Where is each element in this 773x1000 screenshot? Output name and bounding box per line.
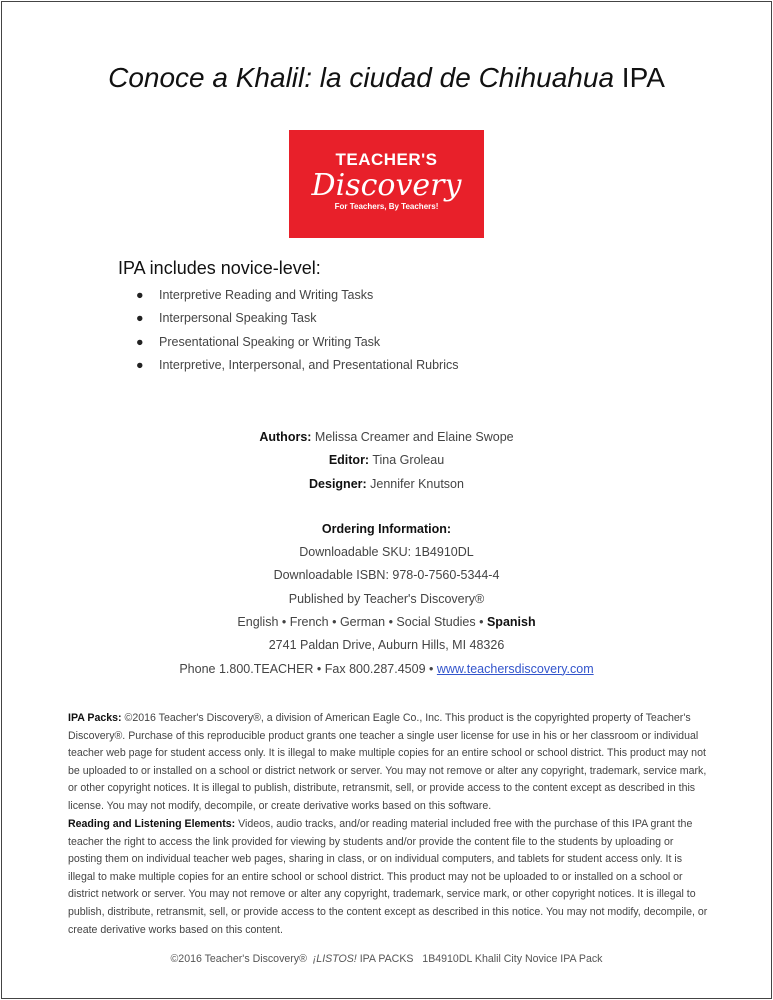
bullet-icon: ● <box>136 288 144 302</box>
ipa-packs-text: ©2016 Teacher's Discovery®, a division of American Eagle Co., Inc. This product is the copyrighted property of Teacher's Discovery®. Purchase of this reproducible product grants one teacher a single user license for use in his or her classroom or individual teacher web page for student access only. It is illegal to make multiple copies for an entire school or school district. This product may not be uploaded to or installed on a school or district network or server. You may not remove or alter any copyright, trademark, service mark, or other copyright notices. It is illegal to publish, distribute, retransmit, sell, or provide access to the content except as described in this license. You may not modify, decompile, or create derivative works based on this software. <box>68 712 707 812</box>
list-item-text: Interpretive, Interpersonal, and Presentational Rubrics <box>159 357 459 372</box>
includes-heading: IPA includes novice-level: <box>118 258 321 278</box>
logo-line1: TEACHER'S <box>335 150 438 169</box>
phone-fax: Phone 1.800.TEACHER • Fax 800.287.4509 • <box>179 661 437 676</box>
address-line: 2741 Paldan Drive, Auburn Hills, MI 48326 <box>268 638 505 653</box>
list-item-text: Presentational Speaking or Writing Task <box>159 334 381 349</box>
publisher-line: Published by Teacher's Discovery® <box>288 591 485 606</box>
editor-label: Editor: <box>328 453 370 468</box>
editor-line <box>0 453 773 476</box>
list-item <box>136 335 458 358</box>
ordering-heading <box>0 522 773 545</box>
bullet-icon: ● <box>136 311 144 326</box>
website-link[interactable]: www.teachersdiscovery.com <box>436 661 594 676</box>
footer-copyright: ©2016 Teacher's Discovery® <box>170 953 313 965</box>
ordering-heading-text: Ordering Information: <box>321 521 452 536</box>
credits-block <box>0 430 773 685</box>
authors-label: Authors: <box>259 430 312 444</box>
ipa-packs-notice <box>68 710 708 816</box>
list-item-text: Interpretive Reading and Writing Tasks <box>159 288 374 302</box>
subjects-text: English • French • German • Social Studies • <box>237 615 487 630</box>
reading-listening-text: Videos, audio tracks, and/or reading material included free with the purchase of this IPA grant the teacher the right to access the link provided for viewing by students and/or provide the content file to the students by uploading or posting them on individual teacher web pages, sharing in class, or on individual computers, and tablets for student access only. It is illegal to make multiple copies for an entire school or school district. This product may not be uploaded to or installed on a school or district network or server. You may not remove or alter any copyright, trademark, service mark, or other copyright notices. It is illegal to publish, distribute, retransmit, sell, or provide access to the content except as described in this notice. You may not modify, decompile, or create derivative works based on this content. <box>68 818 708 936</box>
reading-listening-label: Reading and Listening Elements: <box>68 818 236 830</box>
designer-line <box>0 477 773 500</box>
teachers-discovery-logo <box>289 130 484 238</box>
logo-line2: Discovery <box>311 168 462 203</box>
list-item <box>136 288 458 311</box>
list-item <box>136 358 458 381</box>
authors-line <box>0 430 773 453</box>
bullet-icon: ● <box>136 334 144 349</box>
subjects-line <box>0 615 773 638</box>
footer-product: IPA PACKS 1B4910DL Khalil City Novice IPA Pack <box>356 953 603 965</box>
editor-value: Tina Groleau <box>369 453 445 468</box>
designer-value: Jennifer Knutson <box>366 476 464 491</box>
subject-bold: Spanish <box>486 615 536 630</box>
designer-label: Designer: <box>309 476 367 491</box>
page-title <box>0 62 773 94</box>
list-item <box>136 311 458 334</box>
title-italic: Conoce a Khalil: la ciudad de Chihuahua <box>108 62 615 93</box>
bullet-icon: ● <box>136 357 144 372</box>
reading-listening-notice <box>68 816 708 939</box>
ipa-packs-label: IPA Packs: <box>68 712 122 724</box>
isbn-line: Downloadable ISBN: 978-0-7560-5344-4 <box>273 568 500 583</box>
includes-list <box>136 288 458 381</box>
page-footer <box>0 953 773 965</box>
footer-series: ¡LISTOS! <box>312 953 357 965</box>
list-item-text: Interpersonal Speaking Task <box>159 311 317 326</box>
title-suffix: IPA <box>614 62 665 93</box>
logo-tagline: For Teachers, By Teachers! <box>334 202 439 211</box>
sku-line: Downloadable SKU: 1B4910DL <box>299 545 474 560</box>
authors-value: Melissa Creamer and Elaine Swope <box>311 430 514 444</box>
contact-line <box>0 662 773 685</box>
